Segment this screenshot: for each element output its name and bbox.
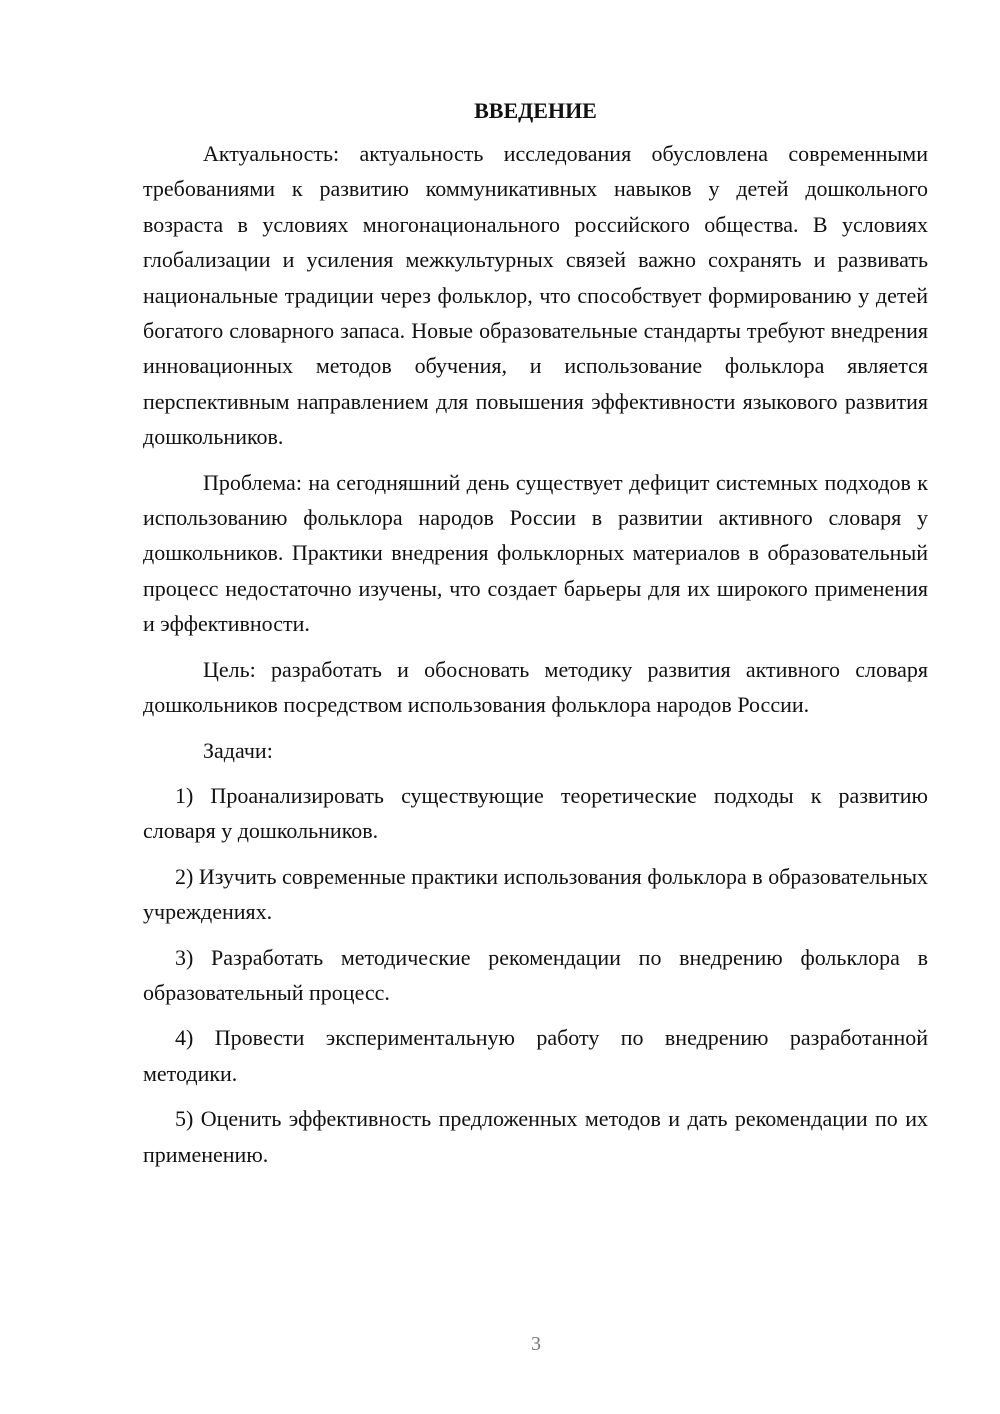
task-item-5: 5) Оценить эффективность предложенных методов и дать рекомендации по их применению. (143, 1106, 928, 1167)
paragraph-relevance: Актуальность: актуальность исследования обусловлена современными требованиями к развитию коммуникативных навыков у детей дошкольного возраста в условиях многонационального российского общества. В условиях глобализации и усиления межкультурных связей важно сохранять и развивать национальные традиции через фольклор, что способствует формированию у детей богатого словарного запаса. Новые образовательные стандарты требуют внедрения инновационных методов обучения, и использование фольклора является перспективным направлением для повышения эффективности языкового развития дошкольников. (143, 141, 928, 450)
paragraph-problem: Проблема: на сегодняшний день существует дефицит системных подходов к использованию фольклора народов России в развитии активного словаря у дошкольников. Практики внедрения фольклорных материалов в образовательный процесс недостаточно изучены, что создает барьеры для их широкого применения и эффективности. (143, 469, 928, 637)
paragraph-goal: Цель: разработать и обосновать методику развития активного словаря дошкольников посредством использования фольклора народов России. (143, 656, 928, 718)
task-item-4: 4) Провести экспериментальную работу по внедрению разработанной методики. (143, 1025, 928, 1086)
document-page (143, 95, 928, 1182)
page-number: 3 (531, 1333, 541, 1355)
task-item-1: 1) Проанализировать существующие теоретические подходы к развитию словаря у дошкольников. (143, 782, 928, 844)
tasks-heading: Задачи: (203, 737, 273, 763)
section-title: ВВЕДЕНИЕ (474, 98, 597, 123)
task-item-2: 2) Изучить современные практики использования фольклора в образовательных учреждениях. (143, 863, 928, 925)
task-item-3: 3) Разработать методические рекомендации по внедрению фольклора в образовательный процесс. (143, 944, 928, 1005)
